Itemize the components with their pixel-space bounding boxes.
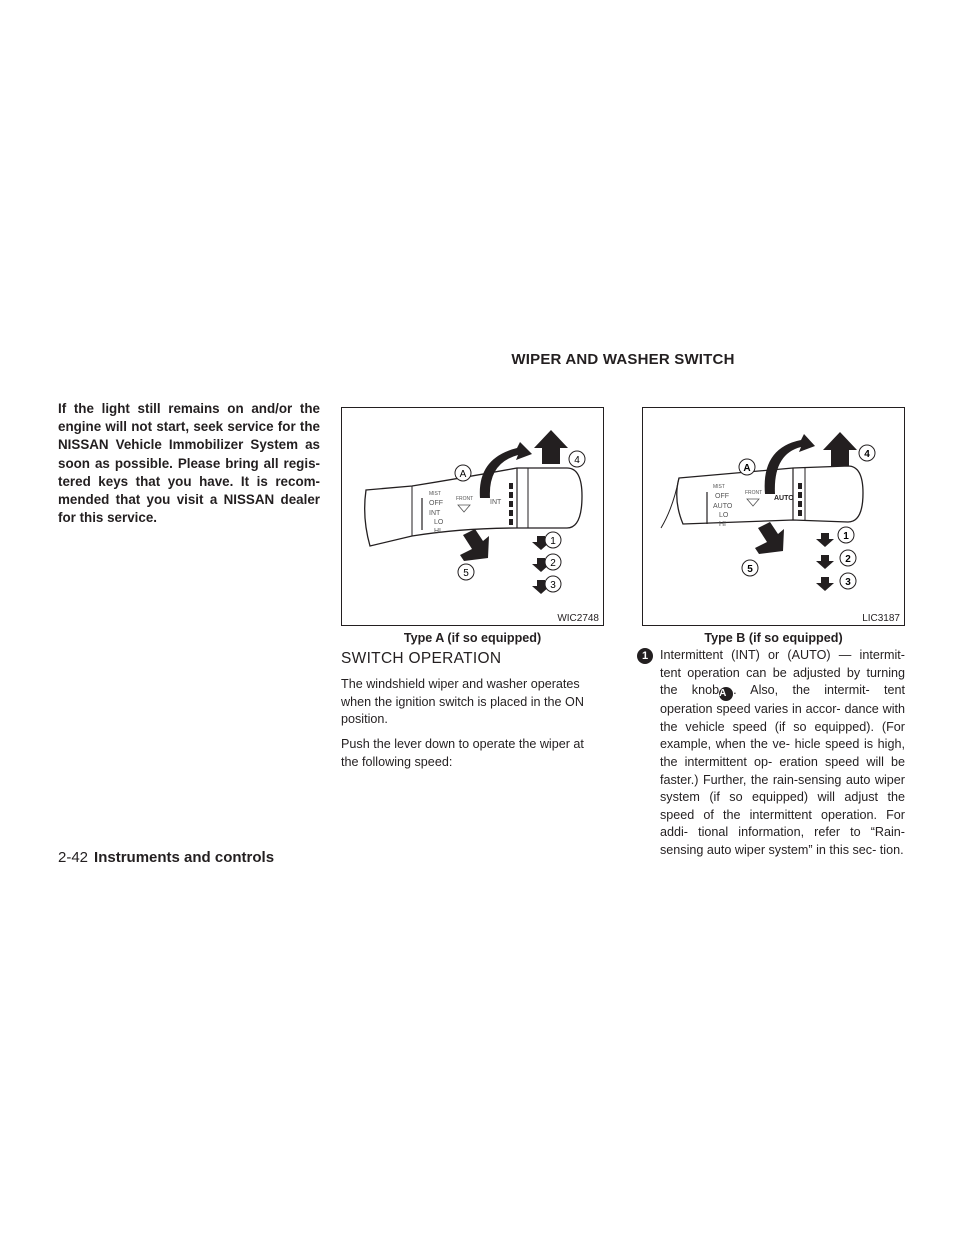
switch-label-lo: LO xyxy=(719,512,729,519)
callout-a: A xyxy=(459,469,467,480)
wiper-switch-illustration-a xyxy=(342,408,603,625)
switch-operation-heading: SWITCH OPERATION xyxy=(341,650,502,667)
page-footer xyxy=(58,849,274,866)
immobilizer-warning: If the light still remains on and/or the engine will not start, seek service for the NISSAN Vehicle Immobilizer System as soon as possible. Please bring all regis- tered keys that you have. It is recom- mended that you visit a NISSAN dealer for this service. xyxy=(58,401,320,526)
callout-3: 3 xyxy=(550,580,556,591)
wiper-switch-illustration-b xyxy=(643,408,904,625)
knob-label: AUTO xyxy=(774,495,794,502)
chapter-title: Instruments and controls xyxy=(94,849,275,866)
body-paragraph: The windshield wiper and washer operates when the ignition switch is placed in the ON position. xyxy=(341,677,584,727)
down-arrow-small-icon xyxy=(816,533,834,547)
switch-label-off: OFF xyxy=(715,493,729,500)
callout-a: A xyxy=(743,463,751,474)
front-label: FRONT xyxy=(745,490,763,496)
callout-2: 2 xyxy=(550,558,556,569)
switch-label-off: OFF xyxy=(429,500,443,507)
down-arrow-small-icon xyxy=(816,577,834,591)
switch-label-mist: MIST xyxy=(429,491,441,497)
switch-label-int: INT xyxy=(429,510,441,517)
callout-2: 2 xyxy=(845,554,851,565)
page-number: 2-42 xyxy=(58,849,89,866)
body-paragraph: Push the lever down to operate the wiper at the following speed: xyxy=(341,737,584,769)
switch-label-hi: HI xyxy=(719,521,726,528)
down-arrow-icon xyxy=(460,529,489,561)
figure-caption: Type A (if so equipped) xyxy=(403,631,542,645)
up-arrow-icon xyxy=(823,432,857,466)
callout-5: 5 xyxy=(463,568,469,579)
down-arrow-small-icon xyxy=(816,555,834,569)
figure-code: WIC2748 xyxy=(557,613,599,624)
list-item-intermittent xyxy=(637,647,905,860)
callout-4: 4 xyxy=(574,455,580,466)
down-arrow-icon xyxy=(755,522,784,554)
figure-type-a xyxy=(341,407,604,626)
switch-label-hi: HI xyxy=(434,528,441,535)
knob-a-badge: A xyxy=(719,687,733,701)
list-item-text xyxy=(660,647,905,860)
callout-4: 4 xyxy=(864,449,870,460)
switch-label-mist: MIST xyxy=(713,484,725,490)
figure-caption: Type B (if so equipped) xyxy=(704,631,843,645)
switch-label-lo: LO xyxy=(434,519,444,526)
list-item-text-before: Intermittent (INT) or (AUTO) — intermit- tent operation can be adjusted by turning the knob xyxy=(660,648,905,698)
section-title: WIPER AND WASHER SWITCH xyxy=(511,351,735,368)
callout-1: 1 xyxy=(550,536,556,547)
knob-label: INT xyxy=(490,499,502,506)
callout-1: 1 xyxy=(843,531,849,542)
figure-code: LIC3187 xyxy=(862,613,900,624)
figure-type-b xyxy=(642,407,905,626)
callout-3: 3 xyxy=(845,577,851,588)
callout-5: 5 xyxy=(747,564,753,575)
list-item-text-after: . Also, the intermit- tent operation speed varies in accor- dance with the vehicle speed (if so equipped). (For example, when the ve- hicle speed is high, the intermittent op- eration speed will be faster.) Further, the rain-sensing auto wiper system (if so equipped) will adjust the speed of the intermittent operation. For addi- tional information, refer to “Rain- sensing auto wiper system” in this sec- tion. xyxy=(660,683,905,857)
front-label: FRONT xyxy=(456,496,474,502)
switch-label-auto: AUTO xyxy=(713,503,733,510)
up-arrow-icon xyxy=(534,430,568,464)
item-number-badge: 1 xyxy=(637,648,653,664)
